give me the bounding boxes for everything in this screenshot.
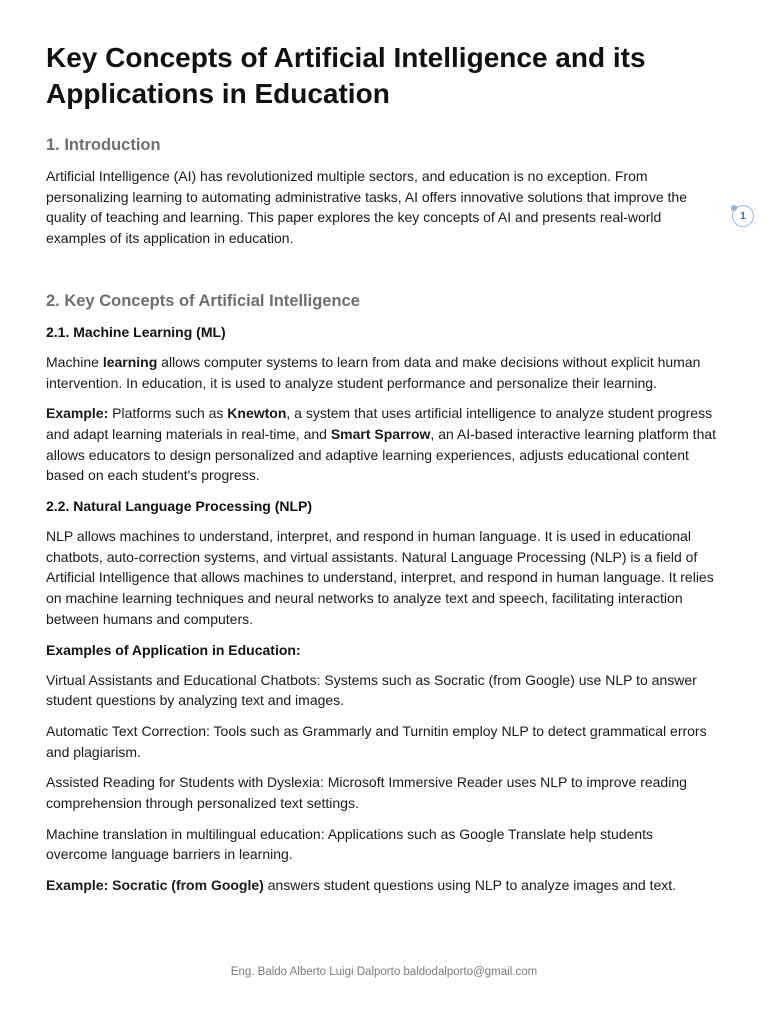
nlp-example-item: Automatic Text Correction: Tools such as Grammarly and Turnitin employ NLP to detect grammatical errors and plagiarism. bbox=[46, 722, 707, 760]
section-heading-key-concepts: 2. Key Concepts of Artificial Intelligence bbox=[46, 291, 360, 310]
ml-paragraph: Machine learning allows computer systems to learn from data and make decisions without explicit human intervention. In education, it is used to analyze student performance and personalize their learning. bbox=[46, 353, 701, 391]
page-footer: Eng. Baldo Alberto Luigi Dalporto baldodalporto@gmail.com bbox=[230, 966, 538, 978]
section-heading-introduction: 1. Introduction bbox=[46, 136, 161, 154]
example-label: Example: bbox=[46, 405, 109, 422]
subsection-heading-ml: 2.1. Machine Learning (ML) bbox=[46, 323, 226, 340]
nlp-paragraph: NLP allows machines to understand, interpret, and respond in human language. It is used in educational chatbots, auto-correction systems, and virtual assistants. Natural Language Processing (NLP) is a field of Artificial Intelligence that allows machines to understand, interpret, and respond in human language. It relies on machine learning techniques and neural networks to analyze text and speech, facilitating interaction between humans and computers. bbox=[46, 528, 714, 627]
document-title bbox=[46, 40, 718, 112]
comment-dot-icon bbox=[731, 205, 737, 211]
socratic-example-paragraph: Example: Socratic (from Google) answers student questions using NLP to analyze images and text. bbox=[46, 877, 677, 894]
nlp-example-item: Assisted Reading for Students with Dyslexia: Microsoft Immersive Reader uses NLP to improve reading comprehension through personalized text settings. bbox=[46, 774, 687, 812]
ml-bold-term: learning bbox=[102, 353, 158, 370]
knewton-term: Knewton bbox=[227, 405, 287, 422]
introduction-paragraph: Artificial Intelligence (AI) has revolutionized multiple sectors, and education is no exception. From personalizing learning to automating administrative tasks, AI offers innovative solutions that improve the quality of teaching and learning. This paper explores the key concepts of AI and presents real-world examples of its application in education. bbox=[46, 168, 687, 247]
subsection-heading-nlp: 2.2. Natural Language Processing (NLP) bbox=[46, 498, 313, 515]
document-page bbox=[46, 40, 718, 896]
ml-example-paragraph: Example: Platforms such as Knewton, a system that uses artificial intelligence to analyze student progress and adapt learning materials in real-time, and Smart Sparrow, an AI-based interactive learning platform that allows educators to design personalized and adaptive learning experiences, adjusts educational content based on each student's progress. bbox=[46, 405, 717, 484]
title-line-1: Key Concepts of Artificial Intelligence and its bbox=[46, 42, 646, 73]
nlp-example-item: Virtual Assistants and Educational Chatbots: Systems such as Socratic (from Google) use NLP to answer student questions by analyzing text and images. bbox=[46, 671, 697, 709]
comment-marker-button[interactable] bbox=[732, 205, 754, 227]
smart-sparrow-term: Smart Sparrow bbox=[330, 425, 431, 442]
socratic-example-label: Example: Socratic (from Google) bbox=[46, 877, 264, 894]
examples-heading: Examples of Application in Education: bbox=[46, 641, 301, 658]
title-line-2: Applications in Education bbox=[46, 78, 390, 109]
comment-count: 1 bbox=[740, 210, 746, 222]
nlp-example-item: Machine translation in multilingual education: Applications such as Google Translate help students overcome language barriers in learning. bbox=[46, 825, 654, 863]
